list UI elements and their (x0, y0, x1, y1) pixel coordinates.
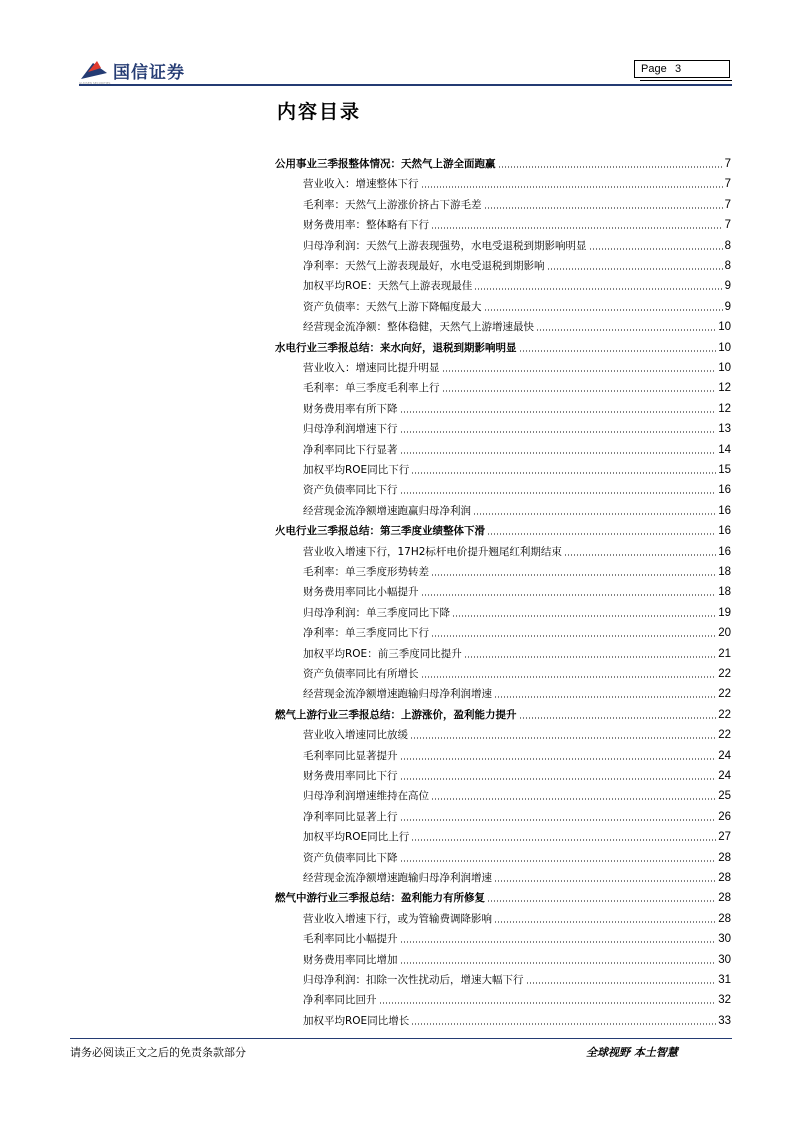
toc-subsection[interactable] (275, 561, 731, 579)
toc-subsection[interactable] (275, 398, 731, 416)
toc-entry-page: 25 (718, 790, 731, 803)
page-number: 3 (675, 63, 682, 75)
toc-entry-title: 资产负债率同比下降 (303, 851, 398, 864)
toc-subsection[interactable] (275, 765, 731, 783)
toc-entry-title: 经营现金流净额：整体稳健，天然气上游增速最快 (303, 321, 534, 334)
toc-entry-title: 经营现金流净额增速跑赢归母净利润 (303, 504, 471, 517)
toc-entry-page: 18 (718, 586, 731, 599)
toc-entry-title: 营业收入增速同比放缓 (303, 729, 408, 742)
toc-entry-title: 经营现金流净额增速跑输归母净利润增速 (303, 688, 492, 701)
toc-leader-dots (589, 248, 723, 250)
toc-entry-page: 7 (724, 198, 731, 211)
toc-subsection[interactable] (275, 255, 731, 273)
page-indicator-underline (640, 80, 732, 81)
toc-leader-dots (400, 962, 717, 964)
toc-entry-page: 22 (718, 688, 731, 701)
toc-leader-dots (473, 513, 716, 515)
toc-subsection[interactable] (275, 500, 731, 518)
toc-leader-dots (400, 452, 717, 454)
toc-subsection[interactable] (275, 235, 731, 253)
header-divider (79, 84, 732, 86)
toc-entry-title: 营业收入增速下行，17H2标杆电价提升翘尾红利期结束 (303, 545, 562, 558)
toc-entry-page: 24 (718, 749, 731, 762)
toc-entry-title: 毛利率：单三季度毛利率上行 (303, 382, 440, 395)
toc-entry-title: 净利率：单三季度同比下行 (303, 627, 429, 640)
toc-subsection[interactable] (275, 724, 731, 742)
toc-leader-dots (487, 533, 716, 535)
toc-subsection[interactable] (275, 663, 731, 681)
toc-leader-dots (498, 166, 723, 168)
toc-entry-title: 毛利率：单三季度形势转差 (303, 566, 429, 578)
toc-entry-title: 公用事业三季报整体情况：天然气上游全面跑赢 (275, 158, 496, 170)
logo-text: 国信证券 (113, 62, 185, 83)
toc-subsection[interactable] (275, 602, 731, 620)
footer-disclaimer: 请务必阅读正文之后的免责条款部分 (70, 1046, 246, 1059)
toc-entry-page: 10 (718, 321, 731, 334)
toc-leader-dots (400, 778, 717, 780)
toc-section[interactable] (275, 520, 731, 538)
toc-subsection[interactable] (275, 479, 731, 497)
toc-leader-dots (494, 921, 716, 923)
toc-leader-dots (431, 227, 723, 229)
toc-leader-dots (494, 696, 716, 698)
toc-leader-dots (421, 186, 723, 188)
toc-leader-dots (400, 758, 717, 760)
toc-entry-page: 14 (718, 443, 731, 456)
toc-entry-title: 归母净利润增速下行 (303, 423, 398, 436)
toc-subsection[interactable] (275, 928, 731, 946)
toc-entry-title: 加权平均ROE同比增长 (303, 1014, 410, 1027)
toc-subsection[interactable] (275, 908, 731, 926)
toc-entry-title: 火电行业三季报总结：第三季度业绩整体下滑 (275, 525, 485, 538)
toc-entry-page: 10 (718, 362, 731, 374)
toc-entry-title: 资产负债率同比有所增长 (303, 668, 419, 680)
toc-entry-title: 归母净利润：天然气上游表现强势，水电受退税到期影响明显 (303, 239, 587, 252)
toc-entry-title: 毛利率同比小幅提升 (303, 933, 398, 946)
toc-entry-page: 9 (724, 300, 731, 313)
toc-entry-title: 经营现金流净额增速跑输归母净利润增速 (303, 872, 492, 884)
toc-subsection[interactable] (275, 745, 731, 763)
toc-entry-title: 净利率同比显著上行 (303, 810, 398, 823)
footer-divider (70, 1038, 732, 1039)
toc-subsection[interactable] (275, 969, 731, 987)
logo (79, 58, 185, 82)
toc-leader-dots (431, 574, 716, 576)
toc-subsection[interactable] (275, 806, 731, 824)
toc-entry-page: 7 (724, 219, 731, 232)
toc-entry-page: 22 (718, 668, 731, 680)
toc-section[interactable] (275, 337, 731, 355)
toc-subsection[interactable] (275, 989, 731, 1007)
logo-subtext: GUOSEN SECURITIES (79, 81, 111, 85)
toc-subsection[interactable] (275, 1010, 731, 1028)
page-header (0, 0, 793, 90)
toc-leader-dots (547, 268, 723, 270)
toc-entry-title: 燃气上游行业三季报总结：上游涨价，盈利能力提升 (275, 708, 517, 721)
toc-entry-page: 31 (718, 974, 731, 986)
toc-subsection[interactable] (275, 439, 731, 457)
toc-entry-page: 7 (724, 158, 731, 170)
toc-entry-page: 21 (718, 647, 731, 660)
toc-entry-page: 28 (718, 872, 731, 884)
toc-entry-page: 13 (718, 423, 731, 436)
toc-leader-dots (400, 411, 717, 413)
toc-entry-title: 营业收入：增速同比提升明显 (303, 362, 440, 374)
toc-entry-title: 资产负债率：天然气上游下降幅度最大 (303, 300, 482, 313)
toc-entry-page: 27 (718, 831, 731, 844)
toc-entry-title: 资产负债率同比下行 (303, 484, 398, 497)
toc-subsection[interactable] (275, 581, 731, 599)
toc-entry-title: 归母净利润：扣除一次性扰动后，增速大幅下行 (303, 974, 524, 986)
toc-leader-dots (452, 615, 716, 617)
footer-slogan: 全球视野 本土智慧 (586, 1046, 678, 1059)
toc-entry-page: 12 (718, 402, 731, 415)
toc-entry-page: 22 (718, 708, 731, 721)
toc-entry-title: 财务费用率有所下降 (303, 402, 398, 415)
toc-entry-title: 水电行业三季报总结：来水向好，退税到期影响明显 (275, 341, 517, 354)
toc-entry-title: 净利率同比下行显著 (303, 443, 398, 456)
toc-title: 内容目录 (277, 101, 362, 123)
toc-leader-dots (519, 350, 717, 352)
toc-entry-page: 22 (718, 729, 731, 742)
toc-subsection[interactable] (275, 826, 731, 844)
toc-subsection[interactable] (275, 847, 731, 865)
toc-leader-dots (519, 717, 717, 719)
page-label: Page (641, 63, 667, 75)
toc-leader-dots (421, 594, 717, 596)
toc-subsection[interactable] (275, 418, 731, 436)
toc-entry-title: 财务费用率同比下行 (303, 770, 398, 782)
toc-subsection[interactable] (275, 275, 731, 293)
toc-leader-dots (431, 798, 716, 800)
toc-entry-title: 财务费用率：整体略有下行 (303, 219, 429, 232)
toc-leader-dots (442, 390, 717, 392)
toc-subsection[interactable] (275, 459, 731, 477)
toc-entry-page: 10 (718, 341, 731, 354)
toc-entry-title: 净利率同比回升 (303, 994, 377, 1007)
toc-entry-title: 加权平均ROE：前三季度同比提升 (303, 647, 462, 660)
toc-subsection[interactable] (275, 683, 731, 701)
toc-entry-page: 15 (718, 464, 731, 476)
toc-leader-dots (400, 492, 717, 494)
toc-subsection[interactable] (275, 622, 731, 640)
toc-subsection[interactable] (275, 214, 731, 232)
toc-entry-page: 19 (718, 606, 731, 619)
toc-leader-dots (526, 982, 717, 984)
toc-entry-page: 24 (718, 770, 731, 782)
toc-leader-dots (442, 370, 717, 372)
toc-subsection[interactable] (275, 296, 731, 314)
toc-entry-page: 16 (718, 545, 731, 558)
toc-subsection[interactable] (275, 867, 731, 885)
toc-entry-page: 20 (718, 627, 731, 640)
toc-subsection[interactable] (275, 377, 731, 395)
toc-entry-title: 归母净利润增速维持在高位 (303, 790, 429, 803)
toc-subsection[interactable] (275, 949, 731, 967)
toc-leader-dots (494, 880, 716, 882)
toc-entry-page: 32 (718, 994, 731, 1007)
toc-subsection[interactable] (275, 316, 731, 334)
toc-entry-page: 16 (718, 484, 731, 497)
toc-leader-dots (431, 635, 716, 637)
toc-entry-title: 加权平均ROE：天然气上游表现最佳 (303, 280, 473, 293)
toc-section[interactable] (275, 887, 731, 905)
toc-subsection[interactable] (275, 643, 731, 661)
toc-entry-title: 财务费用率同比小幅提升 (303, 586, 419, 599)
toc-leader-dots (379, 1002, 717, 1004)
toc-entry-page: 12 (718, 382, 731, 395)
toc-entry-title: 财务费用率同比增加 (303, 953, 398, 966)
toc-section[interactable] (275, 704, 731, 722)
toc-leader-dots (410, 737, 716, 739)
toc-entry-title: 净利率：天然气上游表现最好，水电受退税到期影响 (303, 260, 545, 272)
toc-entry-title: 营业收入增速下行，或为管输费调降影响 (303, 912, 492, 925)
toc-entry-title: 加权平均ROE同比上行 (303, 831, 410, 844)
toc-entry-page: 30 (718, 933, 731, 946)
toc-entry-title: 营业收入：增速整体下行 (303, 178, 419, 191)
toc-leader-dots (400, 860, 717, 862)
toc-leader-dots (421, 676, 717, 678)
toc-entry-page: 7 (724, 178, 731, 191)
toc-entry-page: 8 (724, 260, 731, 272)
toc-entry-page: 16 (718, 504, 731, 517)
toc-subsection[interactable] (275, 173, 731, 191)
page-indicator (634, 60, 730, 78)
toc-leader-dots (487, 900, 716, 902)
toc-leader-dots (474, 288, 722, 290)
toc-section[interactable] (275, 153, 731, 171)
toc-leader-dots (411, 1023, 716, 1025)
toc-entry-page: 9 (724, 280, 731, 293)
toc-entry-page: 18 (718, 566, 731, 578)
guosen-logo-icon (79, 59, 109, 81)
toc-entry-page: 30 (718, 953, 731, 966)
toc-entry-page: 26 (718, 810, 731, 823)
toc-entry-page: 33 (718, 1014, 731, 1027)
toc-leader-dots (564, 554, 716, 556)
toc-leader-dots (411, 472, 716, 474)
toc-entry-title: 加权平均ROE同比下行 (303, 464, 410, 476)
toc-entry-page: 28 (718, 851, 731, 864)
toc-entry-page: 28 (718, 892, 731, 905)
toc-entry-title: 燃气中游行业三季报总结：盈利能力有所修复 (275, 892, 485, 905)
toc-leader-dots (484, 309, 723, 311)
toc-leader-dots (400, 941, 717, 943)
toc-entry-page: 28 (718, 912, 731, 925)
toc-entry-title: 归母净利润：单三季度同比下降 (303, 606, 450, 619)
toc-subsection[interactable] (275, 357, 731, 375)
toc-leader-dots (400, 431, 717, 433)
toc-entry-title: 毛利率同比显著提升 (303, 749, 398, 762)
toc-subsection[interactable] (275, 541, 731, 559)
toc-leader-dots (464, 656, 717, 658)
toc-leader-dots (400, 819, 717, 821)
toc-entry-page: 16 (718, 525, 731, 538)
toc-leader-dots (536, 329, 716, 331)
toc-subsection[interactable] (275, 785, 731, 803)
toc-entry-title: 毛利率：天然气上游涨价挤占下游毛差 (303, 198, 482, 211)
toc-entry-page: 8 (724, 239, 731, 252)
toc-leader-dots (411, 839, 716, 841)
toc-subsection[interactable] (275, 194, 731, 212)
toc-leader-dots (484, 207, 723, 209)
